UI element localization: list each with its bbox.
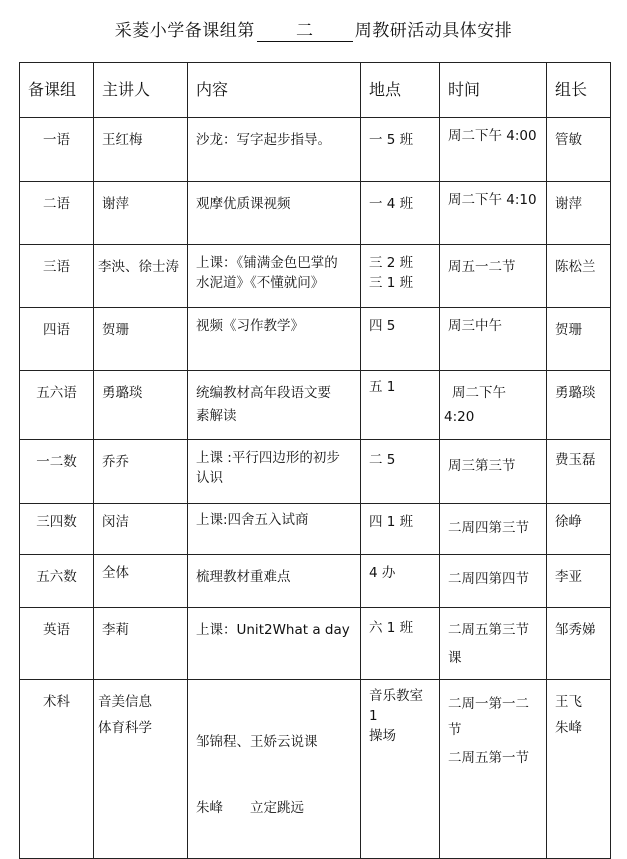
cell-group: 四语	[20, 308, 94, 371]
table-row	[20, 608, 611, 680]
cell-speaker: 李莉	[94, 608, 188, 680]
table-row	[20, 440, 611, 504]
cell-content: 观摩优质课视频	[188, 182, 361, 245]
cell-speaker: 全体	[94, 555, 188, 608]
schedule-table	[19, 62, 611, 859]
table-row	[20, 308, 611, 371]
cell-group: 英语	[20, 608, 94, 680]
header-row	[20, 63, 611, 118]
cell-leader: 贺珊	[547, 308, 611, 371]
cell-speaker: 闵洁	[94, 504, 188, 555]
cell-time: 二周一第一二 节 二周五第一节	[440, 680, 547, 859]
cell-speaker: 王红梅	[94, 118, 188, 182]
header-place: 地点	[361, 63, 440, 118]
cell-time: 二周四第四节	[440, 555, 547, 608]
cell-leader: 谢萍	[547, 182, 611, 245]
table-row	[20, 504, 611, 555]
title-week-number: 二	[257, 21, 353, 42]
cell-speaker: 勇璐琰	[94, 371, 188, 440]
table-row	[20, 371, 611, 440]
cell-time: 周二下午 4:20	[440, 371, 547, 440]
cell-time: 周三中午	[440, 308, 547, 371]
cell-place: 六 1 班	[361, 608, 440, 680]
cell-content: 视频《习作教学》	[188, 308, 361, 371]
cell-speaker: 乔乔	[94, 440, 188, 504]
cell-group: 一语	[20, 118, 94, 182]
cell-leader: 费玉磊	[547, 440, 611, 504]
cell-content: 统编教材高年段语文要 素解读	[188, 371, 361, 440]
title-prefix: 采菱小学备课组第	[114, 21, 255, 41]
cell-content: 沙龙：写字起步指导。	[188, 118, 361, 182]
cell-group: 三四数	[20, 504, 94, 555]
page-title	[0, 16, 627, 42]
header-group: 备课组	[20, 63, 94, 118]
table-row	[20, 118, 611, 182]
cell-place: 四 1 班	[361, 504, 440, 555]
cell-content: 上课：《铺满金色巴掌的 水泥道》《不懂就问》	[188, 245, 361, 308]
cell-time: 二周四第三节	[440, 504, 547, 555]
cell-content: 邹锦程、王娇云说课 朱峰 立定跳远	[188, 680, 361, 859]
table-row	[20, 182, 611, 245]
table-row	[20, 245, 611, 308]
cell-content: 上课:四舍五入试商	[188, 504, 361, 555]
cell-leader: 王飞 朱峰	[547, 680, 611, 859]
cell-leader: 勇璐琰	[547, 371, 611, 440]
header-content: 内容	[188, 63, 361, 118]
cell-speaker: 贺珊	[94, 308, 188, 371]
cell-leader: 邹秀娣	[547, 608, 611, 680]
cell-place: 一 5 班	[361, 118, 440, 182]
cell-place: 五 1	[361, 371, 440, 440]
cell-group: 五六语	[20, 371, 94, 440]
cell-group: 二语	[20, 182, 94, 245]
header-leader: 组长	[547, 63, 611, 118]
title-suffix: 周教研活动具体安排	[354, 21, 513, 41]
cell-group: 术科	[20, 680, 94, 859]
cell-content: 梳理教材重难点	[188, 555, 361, 608]
cell-leader: 管敏	[547, 118, 611, 182]
table-row	[20, 555, 611, 608]
cell-place: 4 办	[361, 555, 440, 608]
cell-content: 上课：Unit2What a day	[188, 608, 361, 680]
cell-group: 五六数	[20, 555, 94, 608]
cell-place: 四 5	[361, 308, 440, 371]
cell-time: 周二下午 4:00	[440, 118, 547, 182]
cell-speaker: 谢萍	[94, 182, 188, 245]
cell-time: 周二下午 4:10	[440, 182, 547, 245]
cell-time: 二周五第三节 课	[440, 608, 547, 680]
cell-time: 周三第三节	[440, 440, 547, 504]
cell-group: 一二数	[20, 440, 94, 504]
table-row	[20, 680, 611, 859]
cell-speaker: 李泱、徐士涛	[94, 245, 188, 308]
cell-leader: 李亚	[547, 555, 611, 608]
cell-place: 二 5	[361, 440, 440, 504]
header-speaker: 主讲人	[94, 63, 188, 118]
header-time: 时间	[440, 63, 547, 118]
cell-time: 周五一二节	[440, 245, 547, 308]
cell-group: 三语	[20, 245, 94, 308]
cell-place: 音乐教室 1 操场	[361, 680, 440, 859]
cell-leader: 陈松兰	[547, 245, 611, 308]
cell-leader: 徐峥	[547, 504, 611, 555]
cell-place: 三 2 班 三 1 班	[361, 245, 440, 308]
cell-content: 上课 :平行四边形的初步 认识	[188, 440, 361, 504]
cell-speaker: 音美信息 体育科学	[94, 680, 188, 859]
cell-place: 一 4 班	[361, 182, 440, 245]
